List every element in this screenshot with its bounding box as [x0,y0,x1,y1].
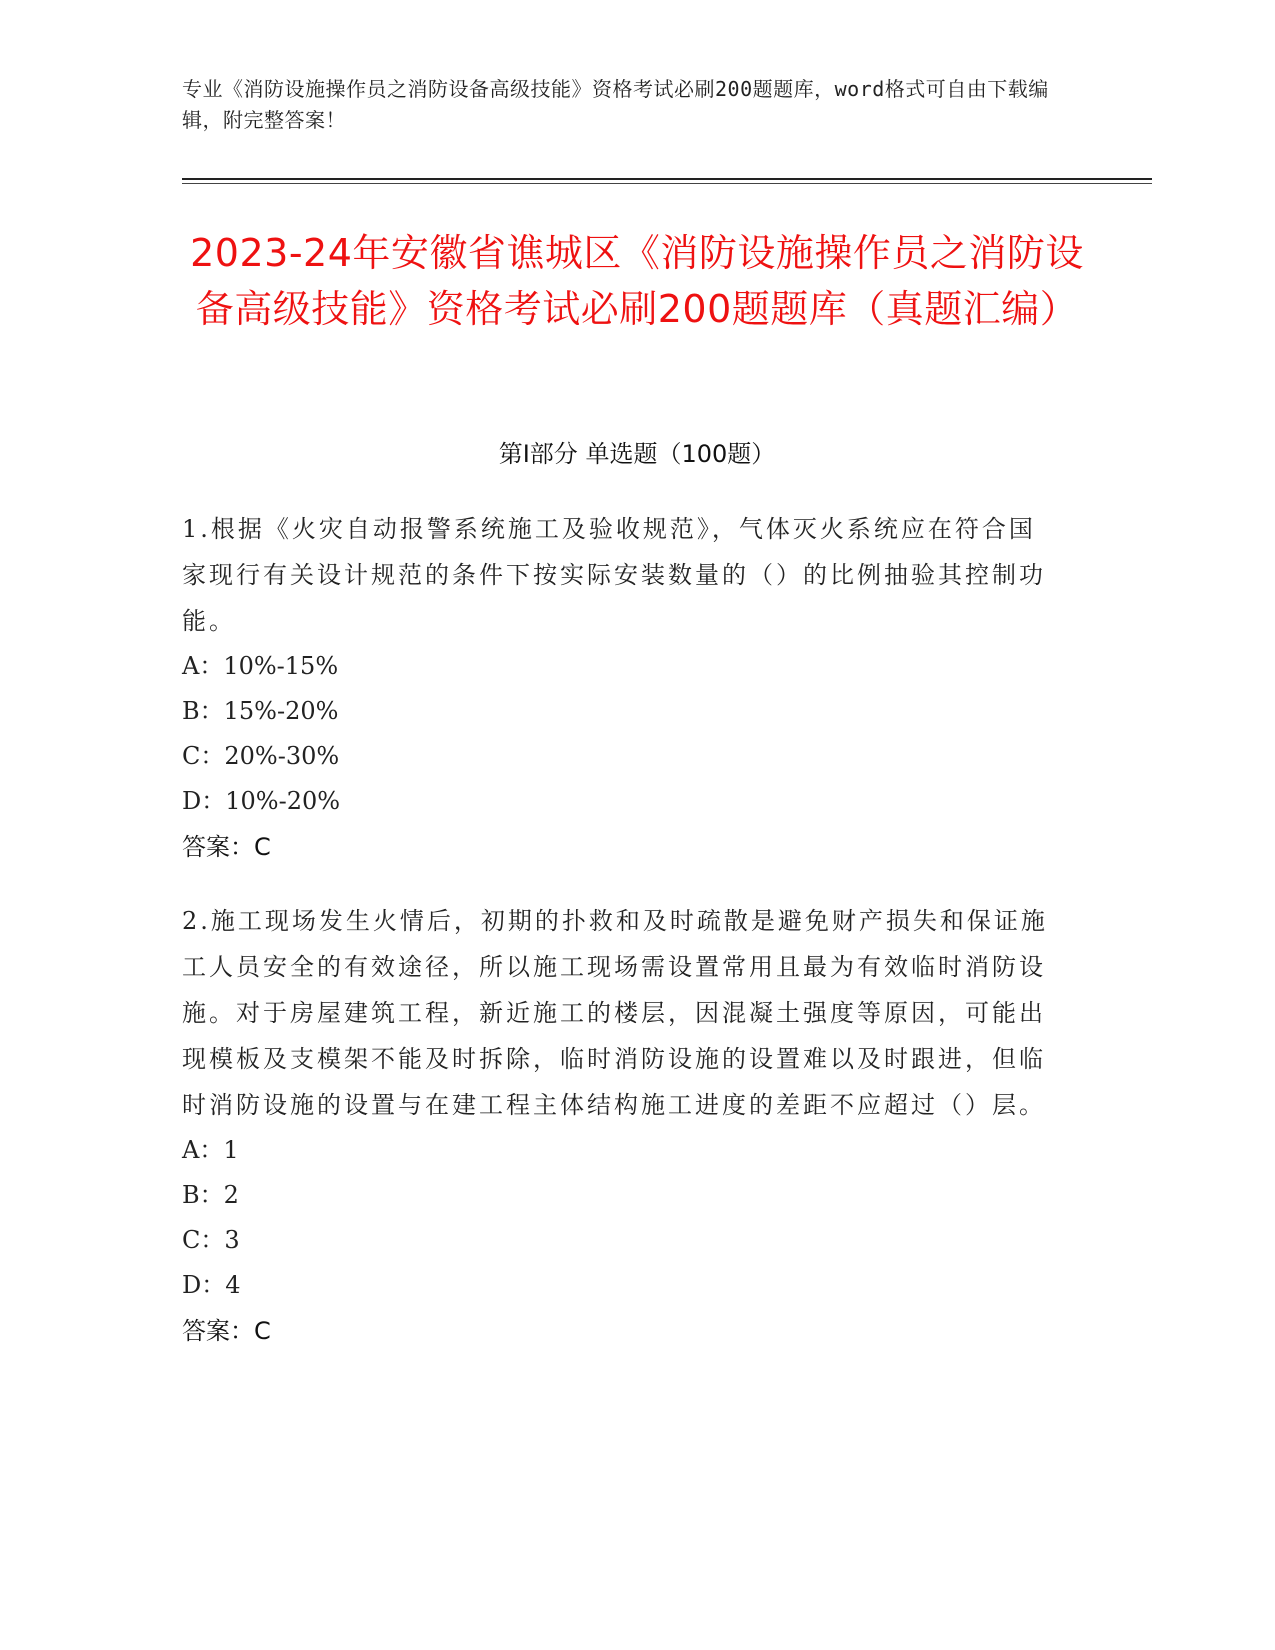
option-b: B：15%-20% [182,697,339,725]
question-block [182,898,1062,1354]
answer-line: 答案：C [182,1317,271,1345]
option-a: A：1 [182,1136,239,1164]
option-c: C：20%-30% [182,742,340,770]
question-stem: 1.根据《火灾自动报警系统施工及验收规范》，气体灭火系统应在符合国家现行有关设计规范的条件下按实际安装数量的（）的比例抽验其控制功能。 [182,515,1046,635]
option-a: A：10%-15% [182,652,339,680]
option-d: D：10%-20% [182,787,341,815]
answer-line: 答案：C [182,833,271,861]
section-title: 第I部分 单选题（100题） [498,440,776,468]
document-title: 2023-24年安徽省谯城区《消防设施操作员之消防设备高级技能》资格考试必刷200题题库（真题汇编） [190,231,1084,331]
option-c: C：3 [182,1226,240,1254]
header-divider-thin [182,183,1152,184]
question-stem: 2.施工现场发生火情后，初期的扑救和及时疏散是避免财产损失和保证施工人员安全的有效途径，所以施工现场需设置常用且最为有效临时消防设施。对于房屋建筑工程，新近施工的楼层，因混凝土强度等原因，可能出现模板及支模架不能及时拆除，临时消防设施的设置难以及时跟进，但临时消防设施的设置与在建工程主体结构施工进度的差距不应超过（）层。 [182,907,1048,1119]
option-d: D：4 [182,1271,241,1299]
option-b: B：2 [182,1181,239,1209]
question-block [182,506,1062,870]
header-divider-thick [182,178,1152,180]
header-note: 专业《消防设施操作员之消防设备高级技能》资格考试必刷200题题库，word格式可自由下载编辑，附完整答案！ [182,77,1049,132]
